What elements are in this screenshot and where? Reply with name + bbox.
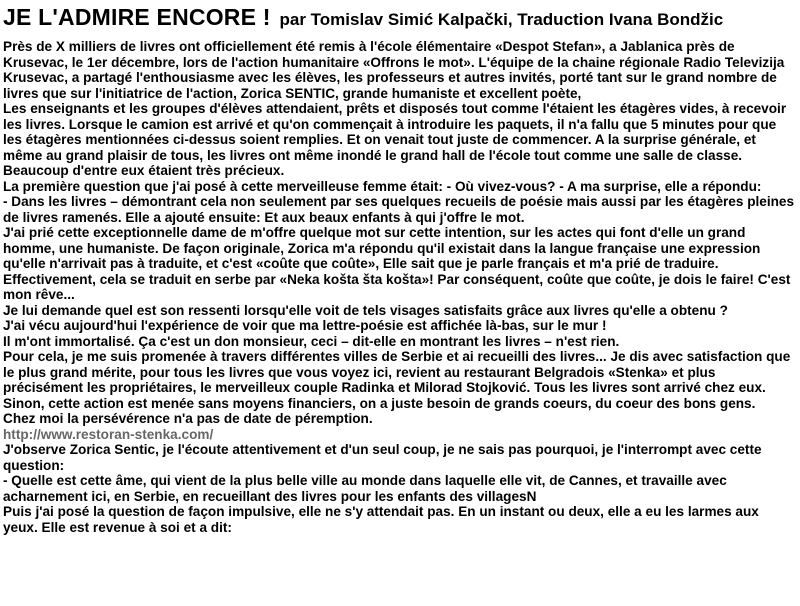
paragraph: J'ai prié cette exceptionnelle dame de m'offre quelque mot sur cette intention, sur les actes qui font d'elle un grand homme, une humaniste. De façon originale, Zorica m'a répondu qu'il existait dans la langue française une expression qu'elle n'arrivait pas à traduite, et c'est «coûte que coûte», Elle sait que je parle français et m'a prié de traduire. Effectivement, cela se traduit en serbe par «Neka košta šta košta»! Par conséquent, coûte que coûte, je dois le faire! C'est mon rêve...	[3, 225, 791, 302]
paragraph: La première question que j'ai posé à cette merveilleuse femme était: - Où vivez-vous? - A ma surprise, elle a répondu:	[3, 178, 762, 194]
paragraph: Pour cela, je me suis promenée à travers différentes villes de Serbie et ai recueilli des livres... Je dis avec satisfaction que le plus grand mérite, pour tous les livres que vous voyez ici, revient au restaurant Belgradois «Stenka» et plus précisément les propriétaires, le merveilleux couple Radinka et Milorad Stojković. Tous les livres sont arrivé chez eux. Sinon, cette action est menée sans moyens financiers, on a juste besoin de grands coeurs, du coeur des bons gens.	[3, 349, 791, 411]
article-byline: par Tomislav Simić Kalpački, Traduction Ivana Bondžic	[279, 10, 724, 29]
paragraph: Les enseignants et les groupes d'élèves attendaient, prêts et disposés tout comme l'étaient les étagères vides, à recevoir les livres. Lorsque le camion est arrivé et qu'on commençait à introduire les paquets, il n'a fallu que 5 minutes pour que les étagères mentionnées ci-dessus soient remplies. Et on venait tout juste de commencer. A la surprise générale, et même au grand plaisir de tous, les livres ont même inondé le grand hall de l'école tout comme une salle de classe. Beaucoup d'entre eux étaient très précieux.	[3, 101, 787, 178]
paragraph: Chez moi la persévérence n'a pas de date de péremption.	[3, 411, 373, 426]
paragraph: - Quelle est cette âme, qui vient de la plus belle ville au monde dans laquelle elle vit, de Cannes, et travaille avec acharnement ici, en Serbie, en recueillant des livres pour les enfants des villagesN	[3, 473, 727, 504]
article-body	[3, 39, 797, 535]
paragraph: Il m'ont immortalisé. Ça c'est un don monsieur, ceci – dit-elle en montrant les livres – n'est rien.	[3, 333, 620, 349]
restaurant-link[interactable]: http://www.restoran-stenka.com/	[3, 426, 214, 442]
paragraph: - Dans les livres – démontrant cela non seulement par ses quelques recueils de poésie mais aussi par les étagères pleines de livres ramenés. Elle a ajouté ensuite: Et aux beaux enfants à qui j'offre le mot.	[3, 194, 795, 225]
paragraph: Près de X milliers de livres ont officiellement été remis à l'école élémentaire «Despot Stefan», a Jablanica près de Krusevac, le 1er décembre, lors de l'action humanitaire «Offrons le mot». L'équipe de la chaine régionale Radio Televizija Krusevac, a partagé l'enthousiasme avec les élèves, les professeurs et autres invités, porté tant sur le grand nombre de livres que sur l'initiatrice de l'action, Zorica SENTIC, grande humaniste et excellent poète,	[3, 39, 785, 101]
paragraph: Je lui demande quel est son ressenti lorsqu'elle voit de tels visages satisfaits grâce aux livres qu'elle a obtenu ?	[3, 302, 728, 318]
article-heading	[3, 0, 797, 29]
article-title: JE L'ADMIRE ENCORE !	[3, 4, 271, 30]
article	[3, 0, 797, 535]
paragraph: J'observe Zorica Sentic, je l'écoute attentivement et d'un seul coup, je ne sais pas pourquoi, je l'interrompt avec cette question:	[3, 442, 762, 473]
paragraph: J'ai vécu aujourd'hui l'expérience de voir que ma lettre-poésie est affichée là-bas, sur le mur !	[3, 318, 607, 333]
paragraph: Puis j'ai posé la question de façon impulsive, elle ne s'y attendait pas. En un instant ou deux, elle a eu les larmes aux yeux. Elle est revenue à soi et a dit:	[3, 504, 759, 535]
